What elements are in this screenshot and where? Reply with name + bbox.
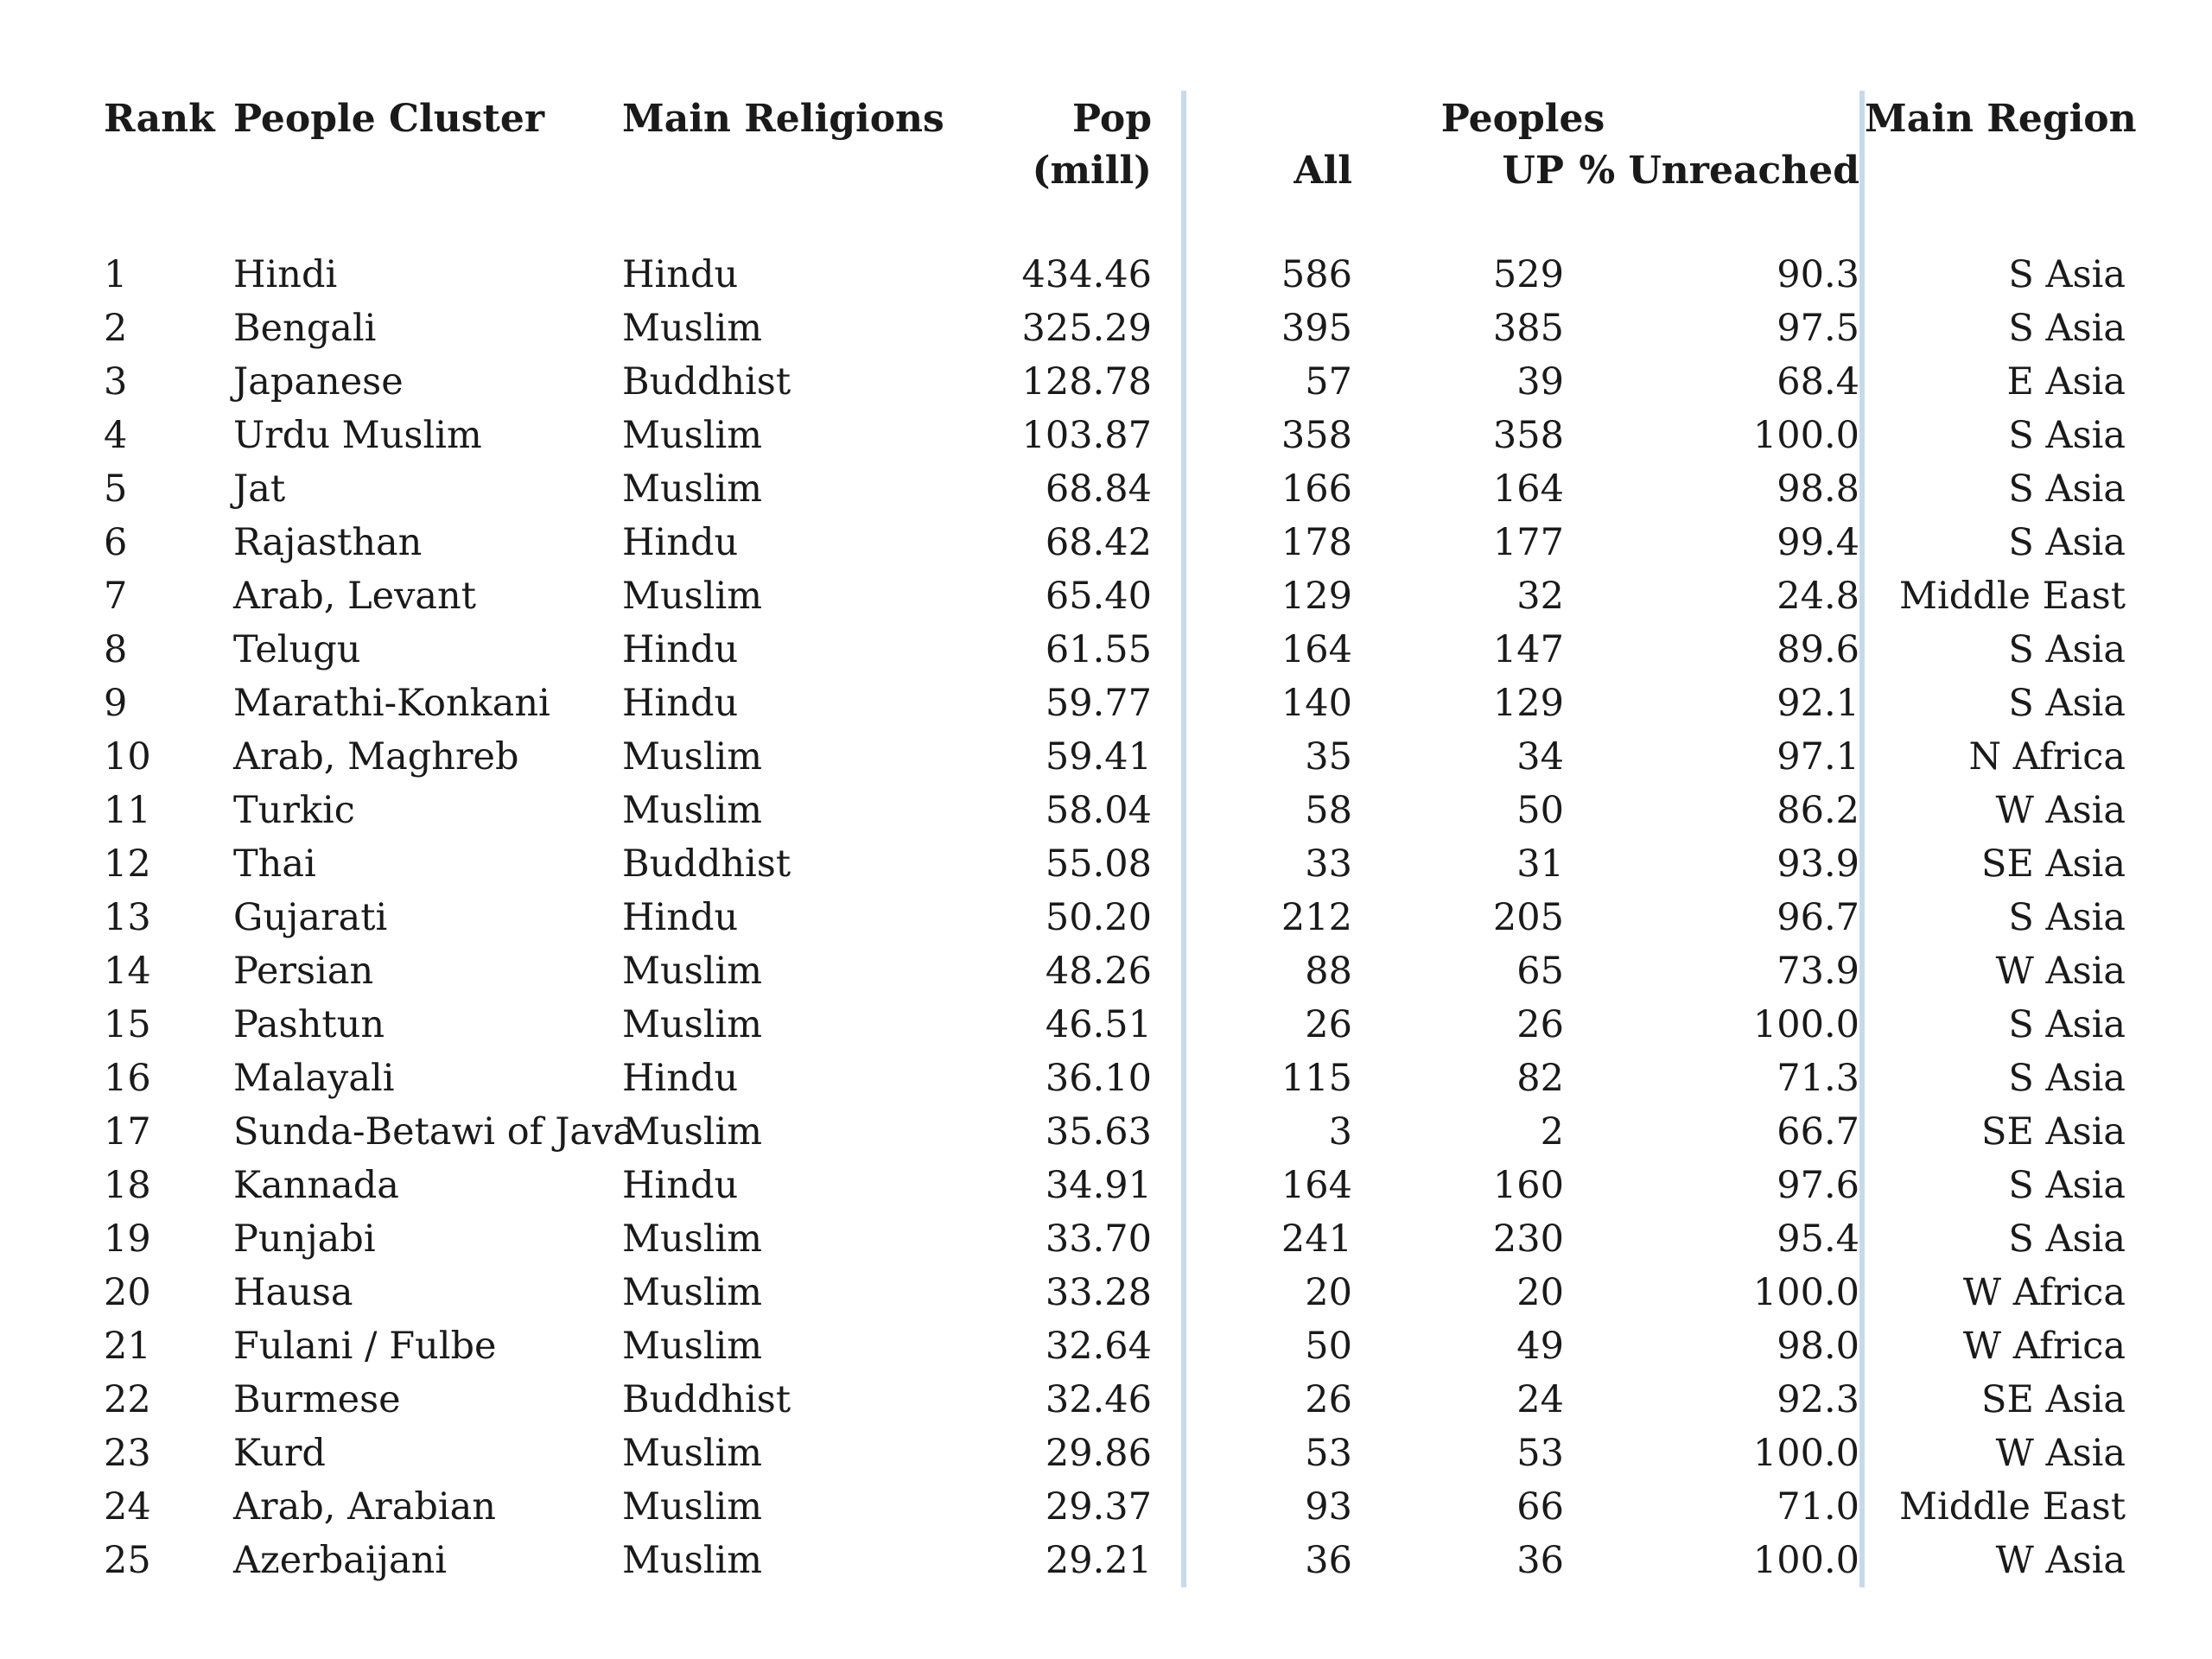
cell-up: 358 [1492,414,1564,457]
cell-all: 53 [1184,1427,1352,1480]
cell-pct-unreached: 98.8 [1777,467,1860,511]
cell-main-religion: Muslim [622,575,763,618]
cell-all: 115 [1184,1052,1352,1105]
cell-pop: 29.37 [1045,1485,1152,1529]
cell-main-region: N Africa [1862,730,2126,784]
cell-main-religion: Muslim [622,1271,763,1314]
cell-up: 50 [1516,789,1564,832]
cell-people-cluster: Japanese [233,360,404,404]
table-row [104,891,2126,944]
table-row [104,1427,2126,1480]
cell-main-religion: Muslim [622,1003,763,1046]
cell-pop: 325.29 [1021,307,1152,350]
cell-people-cluster: Jat [233,467,286,511]
cell-up: 205 [1492,896,1564,939]
cell-all: 395 [1184,302,1352,355]
cell-main-religion: Buddhist [622,842,791,886]
cell-people-cluster: Rajasthan [233,521,423,564]
cell-main-religion: Muslim [622,1325,763,1368]
cell-main-region: W Asia [1862,944,2126,998]
cell-main-region: E Asia [1862,355,2126,409]
cell-pop: 29.21 [1045,1539,1152,1582]
cell-people-cluster: Sunda-Betawi of Java [233,1110,636,1154]
cell-up: 160 [1492,1164,1564,1207]
table-row [104,1266,2126,1319]
cell-rank: 13 [104,896,151,939]
cell-pct-unreached: 92.3 [1777,1378,1860,1421]
cell-rank: 23 [104,1432,151,1475]
table-row [104,1373,2126,1427]
cell-rank: 5 [104,467,128,511]
cell-all: 166 [1184,462,1352,516]
header-rank: Rank [104,97,215,141]
cell-main-religion: Buddhist [622,360,791,404]
cell-rank: 4 [104,414,128,457]
header-all: All [1184,144,1352,196]
table-row [104,998,2126,1052]
table-row [104,1319,2126,1373]
cell-pct-unreached: 100.0 [1752,1003,1860,1046]
cell-main-religion: Muslim [622,307,763,350]
cell-rank: 10 [104,735,151,779]
cell-pop: 50.20 [1045,896,1152,939]
cell-pop: 33.70 [1045,1217,1152,1261]
cell-all: 88 [1184,944,1352,998]
cell-pop: 32.46 [1045,1378,1152,1421]
cell-main-region: W Africa [1862,1266,2126,1319]
cell-rank: 20 [104,1271,151,1314]
cell-main-region: S Asia [1862,1159,2126,1212]
cell-up: 385 [1492,307,1564,350]
cell-main-region: W Asia [1862,1427,2126,1480]
cell-people-cluster: Kannada [233,1164,399,1207]
cell-pct-unreached: 97.5 [1777,307,1860,350]
cell-rank: 8 [104,628,128,671]
cell-rank: 22 [104,1378,151,1421]
cell-main-region: S Asia [1862,248,2126,302]
cell-pop: 59.77 [1045,682,1152,725]
cell-up: 177 [1492,521,1564,564]
cell-rank: 14 [104,950,151,993]
cell-people-cluster: Bengali [233,307,377,350]
cell-rank: 18 [104,1164,151,1207]
cell-main-region: SE Asia [1862,1105,2126,1159]
cell-main-religion: Muslim [622,467,763,511]
table-row [104,1052,2126,1105]
cell-up: 24 [1516,1378,1564,1421]
cell-pct-unreached: 86.2 [1777,789,1860,832]
table-row [104,1159,2126,1212]
cell-main-region: SE Asia [1862,1373,2126,1427]
header-main-religions: Main Religions [622,97,944,141]
cell-pop: 68.42 [1045,521,1152,564]
cell-main-religion: Hindu [622,628,739,671]
cell-up: 82 [1516,1057,1564,1100]
cell-pop: 61.55 [1045,628,1152,671]
cell-main-religion: Buddhist [622,1378,791,1421]
cell-rank: 2 [104,307,128,350]
cell-people-cluster: Persian [233,950,374,993]
cell-main-region: S Asia [1862,623,2126,677]
cell-pct-unreached: 89.6 [1777,628,1860,671]
header-spacer [1862,144,2126,196]
cell-all: 129 [1184,569,1352,623]
cell-pct-unreached: 90.3 [1777,253,1860,296]
cell-people-cluster: Arab, Levant [233,575,477,618]
cell-main-religion: Hindu [622,1164,739,1207]
cell-people-cluster: Thai [233,842,316,886]
cell-rank: 9 [104,682,128,725]
cell-main-region: S Asia [1862,1052,2126,1105]
cell-all: 140 [1184,677,1352,730]
table-row [104,944,2126,998]
table-row [104,1534,2126,1587]
cell-people-cluster: Arab, Arabian [233,1485,496,1529]
cell-all: 50 [1184,1319,1352,1373]
table-row [104,623,2126,677]
table-row [104,730,2126,784]
cell-all: 358 [1184,409,1352,462]
cell-main-religion: Hindu [622,521,739,564]
cell-up: 164 [1492,467,1564,511]
header-pop-unit: (mill) [1032,149,1152,193]
cell-up: 147 [1492,628,1564,671]
cell-up: 20 [1516,1271,1564,1314]
cell-pop: 55.08 [1045,842,1152,886]
cell-people-cluster: Fulani / Fulbe [233,1325,497,1368]
table-row [104,1480,2126,1534]
cell-up: 53 [1516,1432,1564,1475]
cell-pop: 29.86 [1045,1432,1152,1475]
cell-main-religion: Hindu [622,682,739,725]
cell-all: 35 [1184,730,1352,784]
cell-up: 36 [1516,1539,1564,1582]
cell-all: 20 [1184,1266,1352,1319]
cell-people-cluster: Telugu [233,628,361,671]
header-peoples-group: Peoples [1184,91,1862,144]
cell-up: 31 [1516,842,1564,886]
cell-rank: 16 [104,1057,151,1100]
cell-rank: 12 [104,842,151,886]
cell-main-region: SE Asia [1862,837,2126,891]
cell-people-cluster: Malayali [233,1057,395,1100]
cell-pop: 32.64 [1045,1325,1152,1368]
cell-pop: 434.46 [1021,253,1152,296]
cell-main-religion: Muslim [622,789,763,832]
cell-main-region: S Asia [1862,409,2126,462]
cell-all: 33 [1184,837,1352,891]
cell-people-cluster: Arab, Maghreb [233,735,519,779]
cell-main-religion: Muslim [622,1217,763,1261]
cell-main-religion: Hindu [622,1057,739,1100]
cell-all: 93 [1184,1480,1352,1534]
cell-pop: 33.28 [1045,1271,1152,1314]
cell-people-cluster: Pashtun [233,1003,385,1046]
table-row [104,516,2126,569]
cell-pop: 34.91 [1045,1164,1152,1207]
cell-main-region: Middle East [1862,569,2126,623]
cell-pct-unreached: 100.0 [1752,1539,1860,1582]
cell-main-region: Middle East [1862,1480,2126,1534]
cell-rank: 11 [104,789,151,832]
cell-main-religion: Muslim [622,1485,763,1529]
cell-up: 66 [1516,1485,1564,1529]
table-body [104,248,2126,1587]
cell-main-region: S Asia [1862,516,2126,569]
cell-people-cluster: Marathi-Konkani [233,682,550,725]
cell-pct-unreached: 92.1 [1777,682,1860,725]
table-row [104,409,2126,462]
cell-pct-unreached: 100.0 [1752,1432,1860,1475]
cell-up: 65 [1516,950,1564,993]
cell-pop: 36.10 [1045,1057,1152,1100]
cell-main-region: W Asia [1862,1534,2126,1587]
cell-people-cluster: Azerbaijani [233,1539,448,1582]
cell-pop: 59.41 [1045,735,1152,779]
cell-pct-unreached: 95.4 [1777,1217,1860,1261]
cell-rank: 6 [104,521,128,564]
table-row [104,1212,2126,1266]
cell-rank: 7 [104,575,128,618]
cell-all: 3 [1184,1105,1352,1159]
header-spacer [104,144,233,196]
cell-pct-unreached: 97.1 [1777,735,1860,779]
cell-up: 529 [1492,253,1564,296]
table-row [104,677,2126,730]
cell-main-religion: Hindu [622,253,739,296]
cell-main-region: S Asia [1862,998,2126,1052]
cell-pct-unreached: 96.7 [1777,896,1860,939]
cell-pct-unreached: 24.8 [1777,575,1860,618]
cell-up: 32 [1516,575,1564,618]
table-row [104,1105,2126,1159]
cell-up: 230 [1492,1217,1564,1261]
cell-pct-unreached: 66.7 [1777,1110,1860,1154]
cell-pop: 58.04 [1045,789,1152,832]
cell-main-religion: Muslim [622,950,763,993]
cell-pct-unreached: 97.6 [1777,1164,1860,1207]
cell-people-cluster: Hindi [233,253,338,296]
cell-main-region: W Asia [1862,784,2126,837]
cell-people-cluster: Turkic [233,789,355,832]
header-pop: Pop [1071,97,1152,141]
cell-up: 2 [1540,1110,1564,1154]
table-row [104,248,2126,302]
cell-all: 26 [1184,1373,1352,1427]
cell-all: 36 [1184,1534,1352,1587]
people-clusters-table [104,91,2137,1587]
header-spacer [233,144,622,196]
cell-main-region: S Asia [1862,462,2126,516]
cell-main-region: S Asia [1862,891,2126,944]
cell-all: 58 [1184,784,1352,837]
cell-main-religion: Muslim [622,1110,763,1154]
cell-up: 49 [1516,1325,1564,1368]
cell-people-cluster: Hausa [233,1271,353,1314]
header-up: UP [1502,149,1564,193]
cell-all: 586 [1184,248,1352,302]
cell-main-religion: Hindu [622,896,739,939]
cell-rank: 15 [104,1003,151,1046]
cell-pct-unreached: 71.0 [1777,1485,1860,1529]
cell-all: 164 [1184,623,1352,677]
cell-pct-unreached: 71.3 [1777,1057,1860,1100]
cell-people-cluster: Gujarati [233,896,388,939]
table-row [104,302,2126,355]
cell-main-religion: Muslim [622,1432,763,1475]
header-main-region: Main Region [1862,91,2126,144]
cell-all: 241 [1184,1212,1352,1266]
cell-pop: 35.63 [1045,1110,1152,1154]
cell-pop: 128.78 [1021,360,1152,404]
table-row [104,569,2126,623]
cell-main-region: S Asia [1862,1212,2126,1266]
cell-pct-unreached: 73.9 [1777,950,1860,993]
cell-main-religion: Muslim [622,414,763,457]
cell-all: 164 [1184,1159,1352,1212]
cell-up: 39 [1516,360,1564,404]
cell-pct-unreached: 93.9 [1777,842,1860,886]
cell-rank: 17 [104,1110,151,1154]
header-spacer [622,144,907,196]
table-header [104,91,2137,248]
cell-main-religion: Muslim [622,735,763,779]
cell-main-region: W Africa [1862,1319,2126,1373]
cell-main-region: S Asia [1862,677,2126,730]
table-row [104,462,2126,516]
cell-pct-unreached: 68.4 [1777,360,1860,404]
cell-up: 129 [1492,682,1564,725]
cell-pct-unreached: 100.0 [1752,414,1860,457]
cell-rank: 24 [104,1485,151,1529]
cell-up: 26 [1516,1003,1564,1046]
cell-main-region: S Asia [1862,302,2126,355]
cell-people-cluster: Kurd [233,1432,326,1475]
cell-pct-unreached: 100.0 [1752,1271,1860,1314]
cell-main-religion: Muslim [622,1539,763,1582]
cell-pop: 68.84 [1045,467,1152,511]
cell-pct-unreached: 99.4 [1777,521,1860,564]
cell-rank: 19 [104,1217,151,1261]
cell-all: 26 [1184,998,1352,1052]
cell-up: 34 [1516,735,1564,779]
cell-people-cluster: Urdu Muslim [233,414,482,457]
table-row [104,355,2126,409]
header-pct-unreached: % Unreached [1579,149,1860,193]
cell-all: 178 [1184,516,1352,569]
cell-people-cluster: Burmese [233,1378,401,1421]
cell-rank: 25 [104,1539,151,1582]
cell-pop: 46.51 [1045,1003,1152,1046]
cell-all: 57 [1184,355,1352,409]
cell-people-cluster: Punjabi [233,1217,376,1261]
cell-pop: 48.26 [1045,950,1152,993]
table-row [104,784,2126,837]
cell-rank: 21 [104,1325,151,1368]
cell-pct-unreached: 98.0 [1777,1325,1860,1368]
cell-pop: 103.87 [1021,414,1152,457]
header-people-cluster: People Cluster [233,97,545,141]
cell-all: 212 [1184,891,1352,944]
cell-rank: 1 [104,253,128,296]
cell-pop: 65.40 [1045,575,1152,618]
table-row [104,837,2126,891]
cell-rank: 3 [104,360,128,404]
